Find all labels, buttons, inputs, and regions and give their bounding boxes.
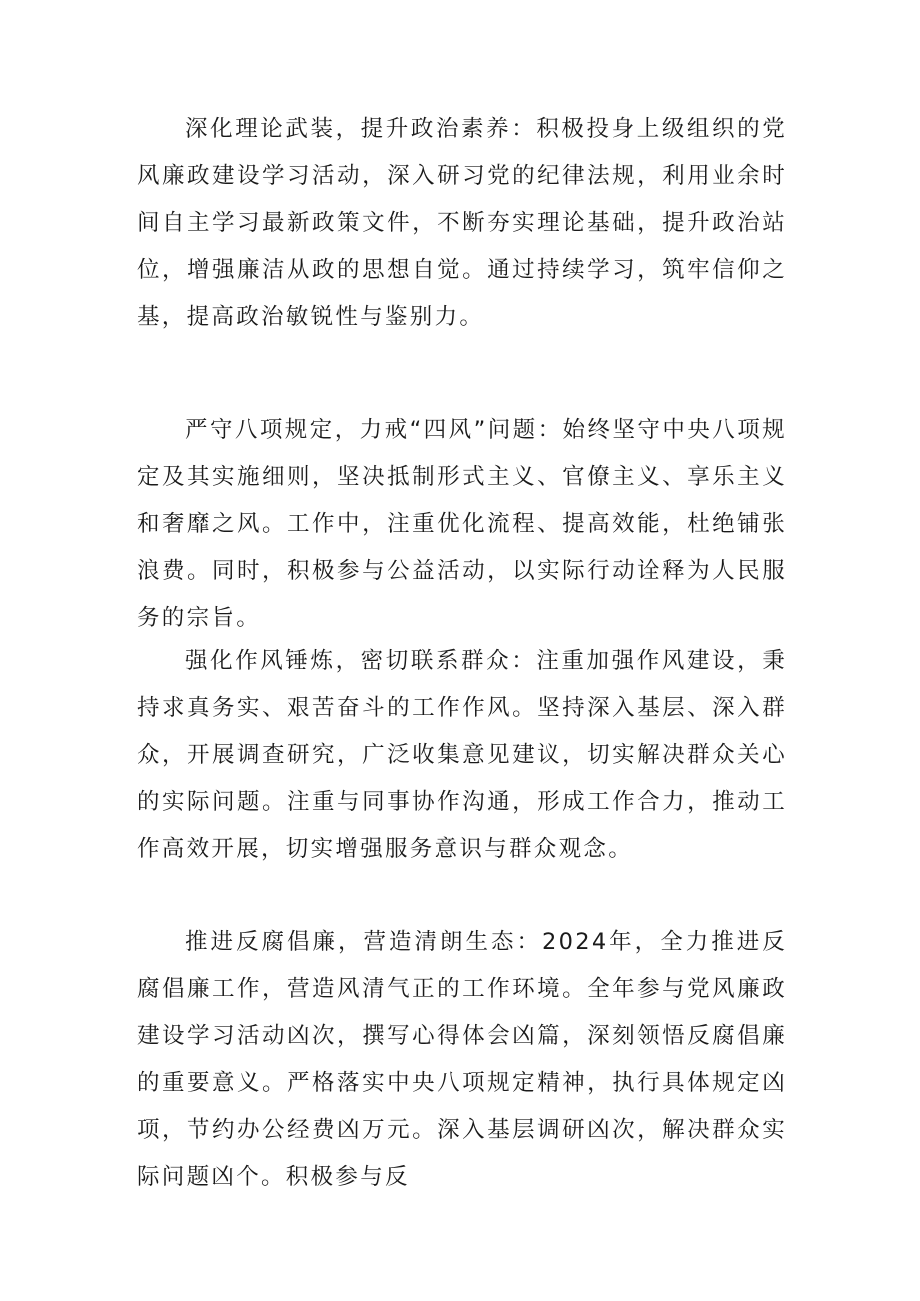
paragraph-work-style: 强化作风锤炼，密切联系群众：注重加强作风建设，秉持求真务实、艰苦奋斗的工作作风。坚持深入基层、深入群众，开展调查研究，广泛收集意见建议，切实解决群众关心的实际问题。注重与同事协作沟通，形成工作合力，推动工作高效开展，切实增强服务意识与群众观念。 — [137, 648, 787, 862]
paragraph-theory-study: 深化理论武装，提升政治素养：积极投身上级组织的党风廉政建设学习活动，深入研习党的纪律法规，利用业余时间自主学习最新政策文件，不断夯实理论基础，提升政治站位，增强廉洁从政的思想自觉。通过持续学习，筑牢信仰之基，提高政治敏锐性与鉴别力。 — [137, 116, 787, 330]
paragraph-eight-rules: 严守八项规定，力戒“四风”问题：始终坚守中央八项规定及其实施细则，坚决抵制形式主义、官僚主义、享乐主义和奢靡之风。工作中，注重优化流程、提高效能，杜绝铺张浪费。同时，积极参与公益活动，以实际行动诠释为人民服务的宗旨。 — [137, 417, 787, 631]
paragraph-anti-corruption: 推进反腐倡廉，营造清朗生态：2024年，全力推进反腐倡廉工作，营造风清气正的工作环境。全年参与党风廉政建设学习活动凶次，撰写心得体会凶篇，深刻领悟反腐倡廉的重要意义。严格落实中央八项规定精神，执行具体规定凶项，节约办公经费凶万元。深入基层调研凶次，解决群众实际问题凶个。积极参与反 — [137, 929, 787, 1190]
